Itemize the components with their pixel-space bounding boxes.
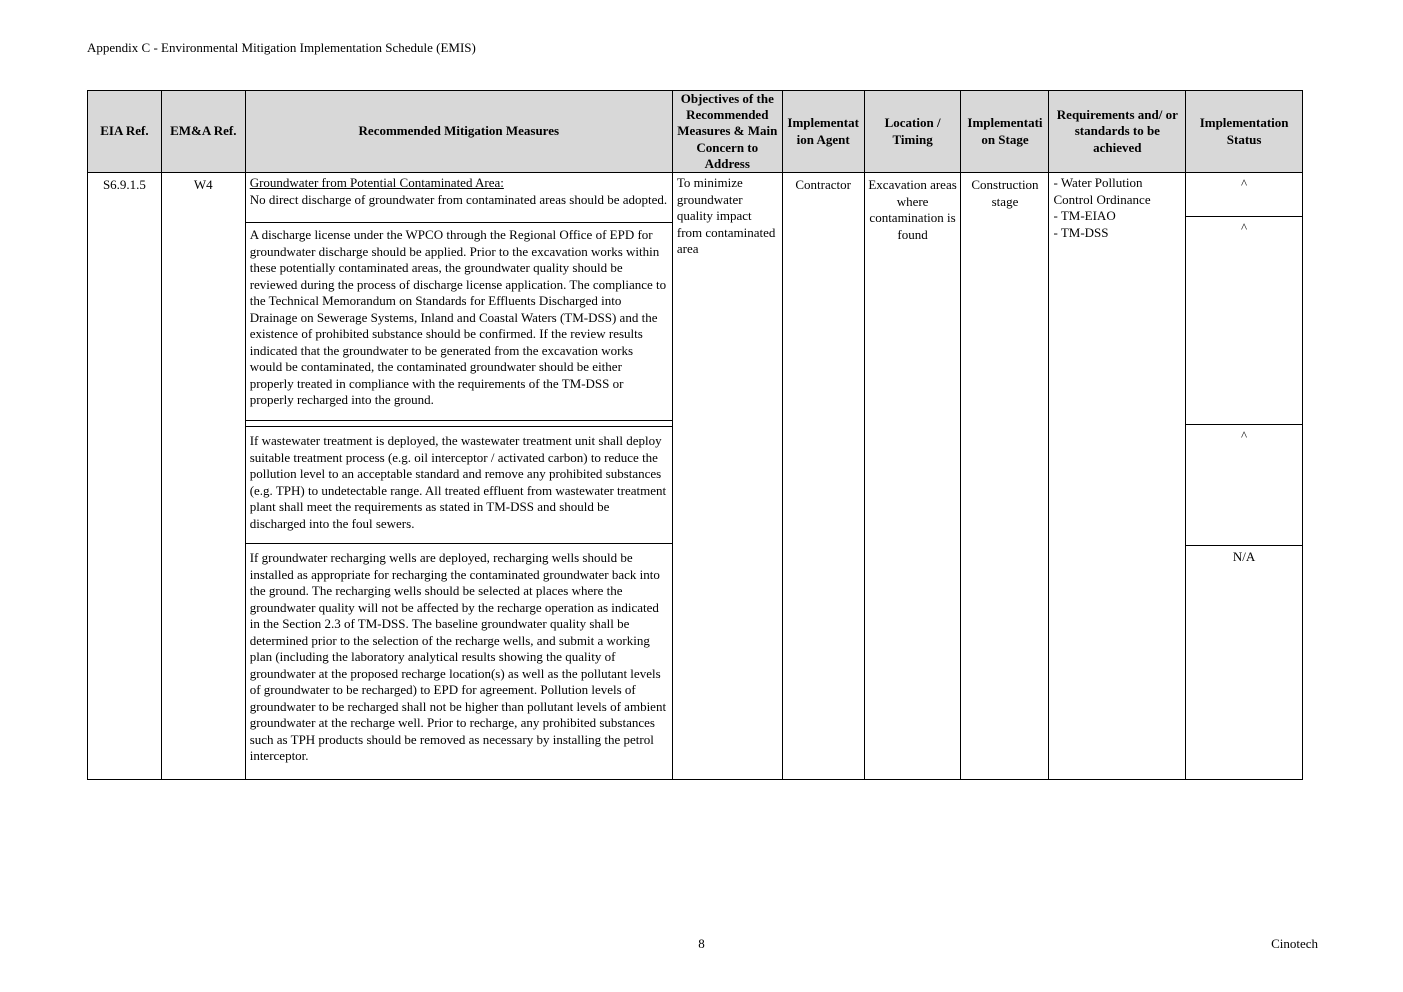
measure-item (246, 173, 672, 223)
footer-company: Cinotech (1271, 936, 1318, 951)
column-objectives (672, 91, 782, 779)
cell-ema-ref (162, 173, 245, 779)
page-number: 8 (698, 936, 705, 951)
measure-item (246, 223, 672, 421)
column-header-label: EM&A Ref. (170, 123, 237, 139)
status-value: ^ (1186, 173, 1302, 217)
cell-implementation-status (1186, 173, 1302, 779)
column-header-eia-ref (88, 91, 161, 173)
requirement-item: - Water Pollution Control Ordinance (1053, 175, 1151, 207)
cell-implementation-agent (783, 173, 864, 779)
stage-value: Construction stage (971, 177, 1039, 209)
cell-requirements (1049, 173, 1185, 779)
column-implementation-agent (782, 91, 864, 779)
measure-text: If groundwater recharging wells are deployed, recharging wells should be installed as appropriate for recharging the contaminated groundwater back into the ground. The recharging wells should be selected at places where the groundwater quality will not be affected by the recharge operation as indicated in the Section 2.3 of TM-DSS. The baseline groundwater quality shall be determined prior to the selection of the recharge wells, and submit a working plan (including the laboratory analytical results showing the quality of groundwater at the proposed recharge location(s) as well as the pollutant levels of groundwater to be recharged) to EPD for agreement. Pollution levels of groundwater to be recharged shall not be higher than pollutant levels of ambient groundwater at the recharge well. Prior to recharge, any prohibited substances such as TPH products should be removed as necessary by installing the petrol interceptor. (249, 550, 667, 763)
measure-item (246, 426, 672, 544)
column-header-label: EIA Ref. (100, 123, 149, 139)
column-ema-ref (161, 91, 245, 779)
measure-heading: Groundwater from Potential Contaminated Area: (249, 175, 504, 190)
document-title: Appendix C - Environmental Mitigation Implementation Schedule (EMIS) (87, 40, 476, 55)
column-header-requirements (1049, 91, 1185, 173)
column-header-objectives (673, 91, 782, 173)
objective-text: To minimize groundwater quality impact from contaminated area (676, 175, 776, 256)
column-implementation-status (1185, 91, 1302, 779)
column-header-label: Recommended Mitigation Measures (358, 123, 560, 139)
agent-value: Contractor (795, 177, 851, 192)
column-header-label: Implementation Status (1199, 115, 1289, 147)
eia-ref-value: S6.9.1.5 (102, 177, 146, 192)
status-value: N/A (1232, 549, 1256, 564)
column-header-location-timing (865, 91, 961, 173)
column-eia-ref (88, 91, 161, 779)
status-value: ^ (1186, 217, 1302, 425)
column-header-implementation-status (1186, 91, 1302, 173)
measure-text: If wastewater treatment is deployed, the wastewater treatment unit shall deploy suitable treatment process (e.g. oil interceptor / activated carbon) to reduce the pollution level to an acceptable standard and remove any prohibited substances (e.g. TPH) to undetectable range. All treated effluent from wastewater treatment plant shall meet the requirements as stated in TM-DSS and should be discharged into the foul sewers. (249, 433, 667, 531)
measure-item (246, 544, 672, 779)
column-header-measures (246, 91, 672, 173)
ema-ref-value: W4 (193, 177, 213, 192)
column-header-label: Location / Timing (884, 115, 941, 147)
column-location-timing (864, 91, 961, 779)
location-timing-value: Excavation areas where contamination is found (868, 177, 957, 242)
column-header-implementation-agent (783, 91, 864, 173)
measure-text: A discharge license under the WPCO through the Regional Office of EPD for groundwater discharge should be applied. Prior to the excavation works within these potentially contaminated areas, the groundwater quality should be reviewed during the process of discharge license application. The compliance to the Technical Memorandum on Standards for Effluents Discharged into Drainage on Sewerage Systems, Inland and Coastal Waters (TM-DSS) and the existence of prohibited substance should be confirmed. If the review results indicated that the groundwater to be generated from the excavation works would be contaminated, the contaminated groundwater should be either properly treated in compliance with the requirements of the TM-DSS or properly recharged into the ground. (249, 227, 667, 407)
column-requirements (1048, 91, 1185, 779)
cell-location-timing (865, 173, 961, 779)
cell-implementation-stage (961, 173, 1048, 779)
status-value: ^ (1186, 425, 1302, 546)
column-header-implementation-stage (961, 91, 1048, 173)
column-header-label: Objectives of the Recommended Measures & Main Concern to Address (677, 90, 778, 171)
requirement-item: - TM-DSS (1053, 224, 1109, 240)
column-header-label: Requirements and/ or standards to be achieved (1056, 107, 1178, 155)
column-header-ema-ref (162, 91, 245, 173)
measure-text: No direct discharge of groundwater from contaminated areas should be adopted. (249, 191, 668, 207)
column-header-label: Implementation Stage (967, 115, 1043, 147)
requirement-item: - TM-EIAO (1053, 208, 1116, 223)
cell-eia-ref (88, 173, 161, 779)
column-measures (245, 91, 672, 779)
cell-measures (246, 173, 672, 779)
column-header-label: Implementation Agent (787, 115, 859, 147)
column-implementation-stage (960, 91, 1048, 779)
emis-table (87, 90, 1303, 780)
cell-objectives (673, 173, 782, 779)
